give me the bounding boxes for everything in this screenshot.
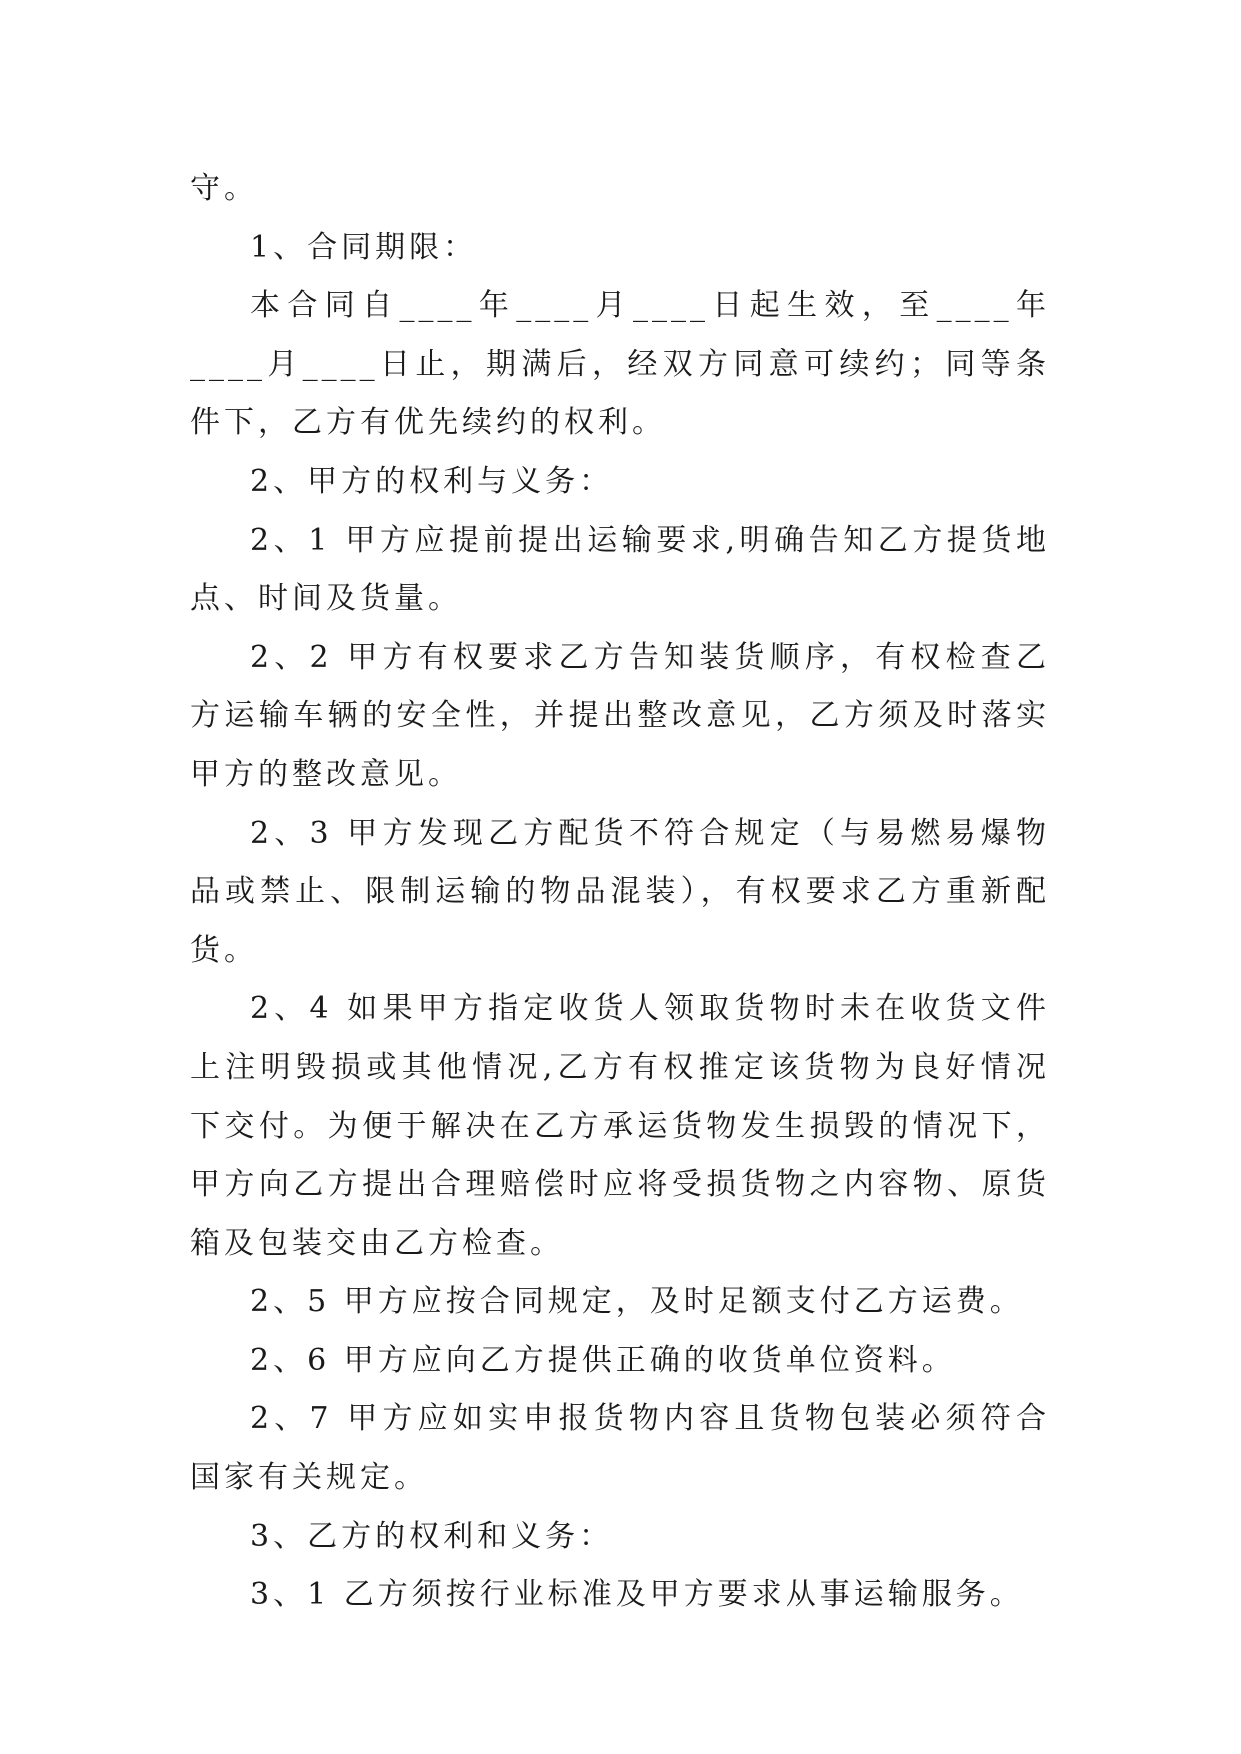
- clause-2-1: 2、1 甲方应提前提出运输要求,明确告知乙方提货地点、时间及货量。: [190, 522, 1050, 617]
- clause-3-1: 3、1 乙方须按行业标准及甲方要求从事运输服务。: [250, 1577, 1024, 1613]
- paragraph-contract-term: 本合同自____年____月____日起生效，至____年____月____日止，期满后，经双方同意可续约；同等条件下，乙方有优先续约的权利。: [190, 288, 1050, 441]
- paragraph-continuation: 守。: [190, 171, 258, 206]
- clause-2-3: 2、3 甲方发现乙方配货不符合规定（与易燃易爆物品或禁止、限制运输的物品混装），有权要求乙方重新配货。: [190, 815, 1050, 968]
- clause-2-6: 2、6 甲方应向乙方提供正确的收货单位资料。: [250, 1342, 956, 1378]
- clause-2-4: 2、4 如果甲方指定收货人领取货物时未在收货文件上注明毁损或其他情况,乙方有权推定该货物为良好情况下交付。为便于解决在乙方承运货物发生损毁的情况下，甲方向乙方提出合理赔偿时应将受损货物之内容物、原货箱及包装交由乙方检查。: [190, 991, 1050, 1261]
- section-heading-contract-term: 1、合同期限：: [250, 229, 478, 265]
- section-heading-party-b: 3、乙方的权利和义务：: [250, 1518, 614, 1554]
- section-heading-party-a: 2、甲方的权利与义务：: [250, 463, 614, 499]
- clause-2-7: 2、7 甲方应如实申报货物内容且货物包装必须符合国家有关规定。: [190, 1401, 1050, 1496]
- document-body: [190, 160, 1050, 1625]
- clause-2-5: 2、5 甲方应按合同规定，及时足额支付乙方运费。: [250, 1284, 1024, 1320]
- clause-2-2: 2、2 甲方有权要求乙方告知装货顺序，有权检查乙方运输车辆的安全性，并提出整改意见，乙方须及时落实甲方的整改意见。: [190, 639, 1050, 792]
